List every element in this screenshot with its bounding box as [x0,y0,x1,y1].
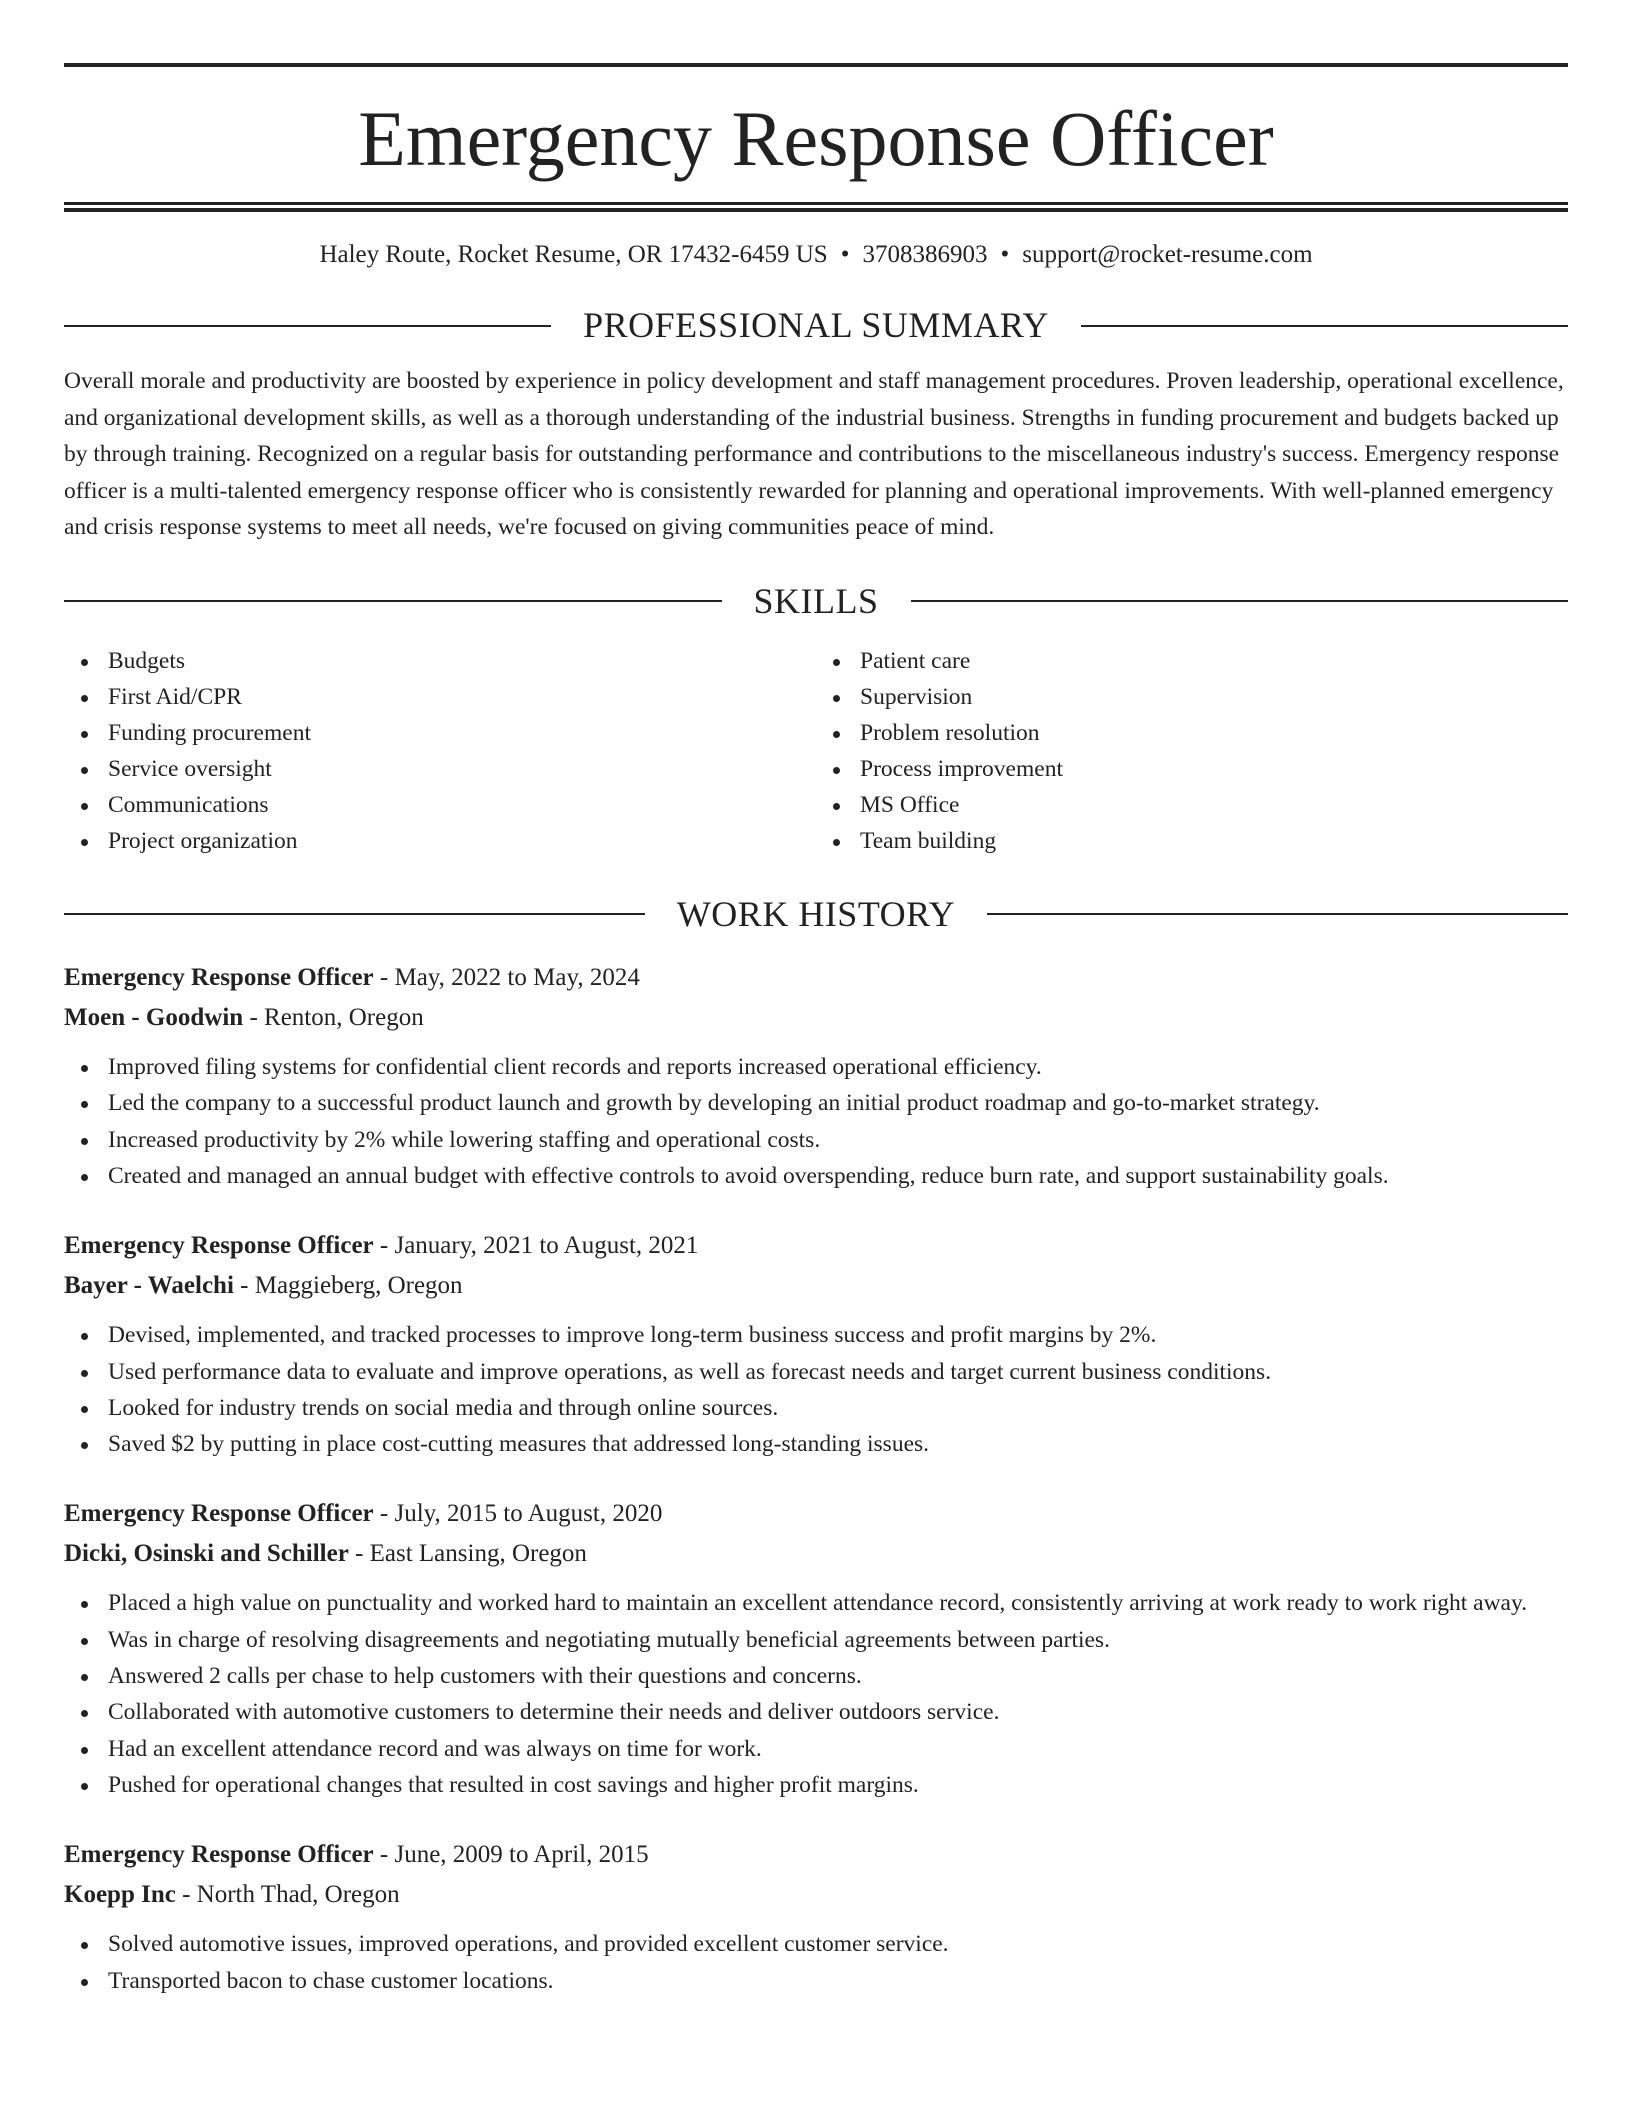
job-dates: - January, 2021 to August, 2021 [373,1232,699,1260]
contact-separator: • [1000,241,1010,268]
job-bullet: Improved filing systems for confidential client records and reports increased operational efficiency. [64,1049,1568,1085]
skill-item: MS Office [816,787,1568,823]
skills-title: SKILLS [753,580,879,621]
job-entry [64,1226,1568,1462]
job-title: Emergency Response Officer [64,1500,374,1528]
skill-item: Process improvement [816,751,1568,787]
skill-item: Supervision [816,679,1568,715]
job-title-line [64,1835,1568,1875]
job-bullet: Increased productivity by 2% while lowering staffing and operational costs. [64,1122,1568,1158]
job-bullet: Placed a high value on punctuality and worked hard to maintain an excellent attendance record, consistently arriving at work ready to work right away. [64,1585,1568,1621]
skills-heading [64,580,1568,623]
job-title: Emergency Response Officer [64,1232,374,1260]
job-bullet: Looked for industry trends on social media and through online sources. [64,1390,1568,1426]
skill-item: Funding procurement [64,715,816,751]
work-heading [64,893,1568,936]
job-bullet: Transported bacon to chase customer locations. [64,1963,1568,1999]
skills-column-right [816,643,1568,859]
heading-rule-right [911,600,1569,602]
skill-item: Service oversight [64,751,816,787]
job-entry [64,958,1568,1194]
skill-item: Project organization [64,823,816,859]
job-location: - Renton, Oregon [243,1004,424,1032]
skill-item: First Aid/CPR [64,679,816,715]
skill-item: Patient care [816,643,1568,679]
job-dates: - June, 2009 to April, 2015 [373,1841,649,1869]
job-bullets [64,1926,1568,1999]
summary-text: Overall morale and productivity are boosted by experience in policy development and staff management procedures. Proven leadership, operational excellence, and organizational development skills, as well as a thorough understanding of the industrial business. Strengths in funding procurement and budgets backed up by through training. Recognized on a regular basis for outstanding performance and contributions to the miscellaneous industry's success. Emergency response officer is a multi-talented emergency response officer who is consistently rewarded for planning and operational improvements. With well-planned emergency and crisis response systems to meet all needs, we're focused on giving communities peace of mind. [64,368,1564,541]
skills-column-left [64,643,816,859]
job-company: Dicki, Osinski and Schiller [64,1540,349,1568]
skill-item: Problem resolution [816,715,1568,751]
contact-line [64,240,1568,270]
skill-item: Budgets [64,643,816,679]
header-top-rule [64,63,1568,67]
job-bullets [64,1049,1568,1194]
job-bullet: Created and managed an annual budget with effective controls to avoid overspending, reduce burn rate, and support sustainability goals. [64,1158,1568,1194]
job-company: Koepp Inc [64,1881,176,1909]
skill-item: Communications [64,787,816,823]
job-company-line [64,998,1568,1038]
job-company-line [64,1875,1568,1915]
job-bullet: Pushed for operational changes that resulted in cost savings and higher profit margins. [64,1767,1568,1803]
job-bullet: Collaborated with automotive customers to determine their needs and deliver outdoors service. [64,1694,1568,1730]
job-company: Bayer - Waelchi [64,1272,234,1300]
job-bullet: Led the company to a successful product launch and growth by developing an initial product roadmap and go-to-market strategy. [64,1085,1568,1121]
job-bullet: Had an excellent attendance record and was always on time for work. [64,1731,1568,1767]
job-bullets [64,1317,1568,1462]
job-bullet: Answered 2 calls per chase to help customers with their questions and concerns. [64,1658,1568,1694]
job-dates: - July, 2015 to August, 2020 [373,1500,663,1528]
job-bullets [64,1585,1568,1803]
candidate-name: Emergency Response Officer [358,95,1274,182]
job-bullet: Solved automotive issues, improved operations, and provided excellent customer service. [64,1926,1568,1962]
job-bullet: Was in charge of resolving disagreements and negotiating mutually beneficial agreements between parties. [64,1622,1568,1658]
job-title-line [64,1226,1568,1266]
job-title: Emergency Response Officer [64,964,374,992]
skill-item: Team building [816,823,1568,859]
job-title-line [64,1494,1568,1534]
job-title: Emergency Response Officer [64,1841,374,1869]
heading-rule-left [64,600,722,602]
job-company: Moen - Goodwin [64,1004,244,1032]
heading-rule-left [64,325,551,327]
job-bullet: Saved $2 by putting in place cost-cutting measures that addressed long-standing issues. [64,1426,1568,1462]
contact-address: Haley Route, Rocket Resume, OR 17432-6459 US [319,241,828,268]
contact-phone: 3708386903 [862,241,988,268]
heading-rule-right [1081,325,1568,327]
summary-heading [64,304,1568,347]
job-bullet: Devised, implemented, and tracked processes to improve long-term business success and profit margins by 2%. [64,1317,1568,1353]
job-company-line [64,1266,1568,1306]
job-entry [64,1494,1568,1803]
work-title: WORK HISTORY [676,893,956,934]
job-location: - Maggieberg, Oregon [233,1272,463,1300]
contact-email[interactable]: support@rocket-resume.com [1022,241,1313,268]
skills-list [64,643,1568,859]
job-dates: - May, 2022 to May, 2024 [373,964,640,992]
header-double-rule [64,202,1568,212]
job-location: - North Thad, Oregon [175,1881,400,1909]
heading-rule-left [64,913,645,915]
job-title-line [64,958,1568,998]
summary-title: PROFESSIONAL SUMMARY [583,305,1049,345]
heading-rule-right [987,913,1568,915]
job-location: - East Lansing, Oregon [348,1540,587,1568]
job-company-line [64,1534,1568,1574]
job-bullet: Used performance data to evaluate and improve operations, as well as forecast needs and target current business conditions. [64,1354,1568,1390]
contact-separator: • [840,241,850,268]
job-entry [64,1835,1568,1999]
